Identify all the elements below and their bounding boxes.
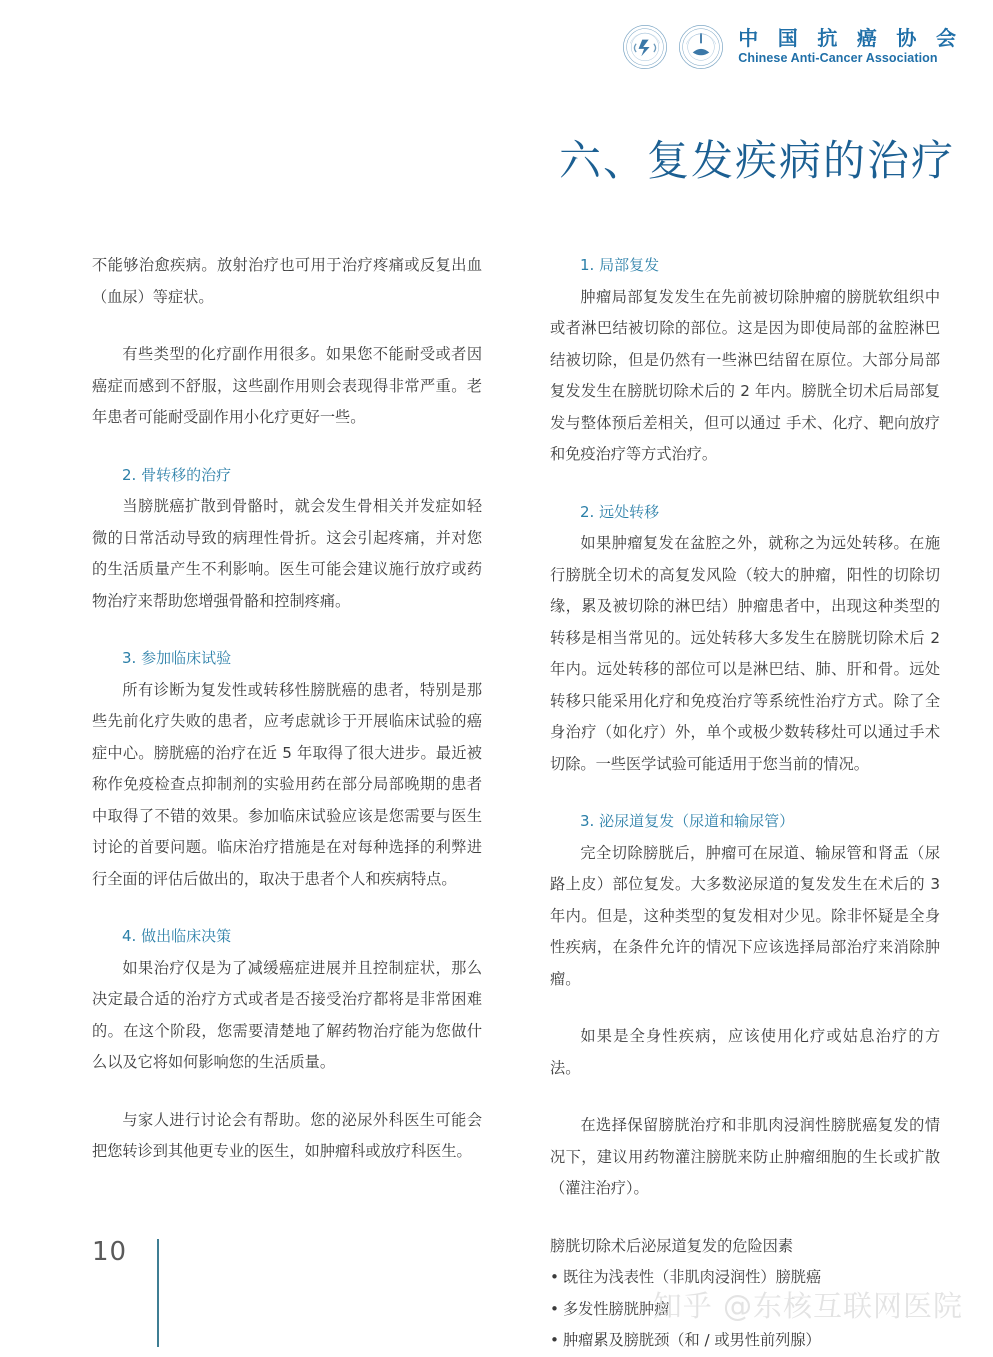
watermark: 知乎 @东核互联网医院 <box>652 1289 963 1323</box>
content-columns <box>92 250 940 1357</box>
section-heading-clinical-trials: 3. 参加临床试验 <box>122 649 232 667</box>
footer-vertical-rule <box>157 1239 159 1347</box>
right-paragraph-instillation-therapy: 在选择保留膀胱治疗和非肌肉浸润性膀胱癌复发的情况下，建议用药物灌注膀胱来防止肿瘤细胞的生长或扩散（灌注治疗）。 <box>550 1116 940 1197</box>
section-body-local-recurrence: 肿瘤局部复发发生在先前被切除肿瘤的膀胱软组织中或者淋巴结被切除的部位。这是因为即使局部的盆腔淋巴结被切除，但是仍然有一些淋巴结留在原位。大部分局部复发发生在膀胱切除术后的 2 年内。膀胱全切术后局部复发与整体预后差相关，但可以通过 手术、化疗、靶向放疗和免疫治疗等方式治疗。 <box>550 287 940 463</box>
section-heading-bone-metastasis: 2. 骨转移的治疗 <box>122 465 232 484</box>
cn-anti-cancer-emblem-1-icon <box>622 24 668 70</box>
section-body-clinical-trials: 所有诊断为复发性或转移性膀胱癌的患者，特别是那些先前化疗失败的患者，应考虑就诊于开展临床试验的癌症中心。膀胱癌的治疗在近 5 年取得了很大进步。最近被称作免疫检查点抑制剂的实验用药在部分局部晚期的患者中取得了不错的效果。参加临床试验应该是您需要与医生讨论的首要问题。临床治疗措施是在对每种选择的利弊进行全面的评估后做出的，取决于患者个人和疾病特点。 <box>92 680 482 888</box>
list-item-label: 多发性膀胱肿瘤 <box>562 1299 670 1318</box>
section-heading-distant-metastasis: 2. 远处转移 <box>580 502 660 521</box>
section-body-urinary-tract-recurrence: 完全切除膀胱后，肿瘤可在尿道、输尿管和肾盂（尿路上皮）部位复发。大多数泌尿道的复发发生在术后的 3 年内。但是，这种类型的复发相对少见。除非怀疑是全身性疾病，在条件允许的情况下应该选择局部治疗来消除肿瘤。 <box>550 843 940 988</box>
bullet-icon: • <box>550 1299 559 1318</box>
section-heading-clinical-decision: 4. 做出临床决策 <box>122 927 232 945</box>
right-column <box>550 250 940 1357</box>
list-item-label: 肿瘤累及膀胱颈（和 / 或男性前列腺） <box>562 1331 821 1349</box>
section-heading-urinary-tract-recurrence: 3. 泌尿道复发（尿道和输尿管） <box>580 812 795 830</box>
bullet-icon: • <box>550 1268 559 1286</box>
section-body-clinical-decision: 如果治疗仅是为了减缓癌症进展并且控制症状，那么决定最合适的治疗方式或者是否接受治疗都将是非常困难的。在这个阶段，您需要清楚地了解药物治疗能为您做什么以及它将如何影响您的生活质量。 <box>92 958 482 1071</box>
section-heading-local-recurrence: 1. 局部复发 <box>580 256 660 274</box>
page-title: 六、复发疾病的治疗 <box>558 136 955 185</box>
bullet-icon: • <box>550 1331 559 1349</box>
section-body-distant-metastasis: 如果肿瘤复发在盆腔之外，就称之为远处转移。在施行膀胱全切术的高复发风险（较大的肿瘤，阳性的切除切缘，累及被切除的淋巴结）肿瘤患者中，出现这种类型的转移是相当常见的。远处转移大多发生在膀胱切除术后 2 年内。远处转移的部位可以是淋巴结、肺、肝和骨。远处转移只能采用化疗和免疫治疗等系统性治疗方式。除了全身治疗（如化疗）外，单个或极少数转移灶可以通过手术切除。一些医学试验可能适用于您当前的情况。 <box>550 534 940 773</box>
risk-factor-list-title: 膀胱切除术后泌尿道复发的危险因素 <box>550 1236 793 1255</box>
left-paragraph-1: 不能够治愈疾病。放射治疗也可用于治疗疼痛或反复出血（血尿）等症状。 <box>92 256 482 306</box>
association-name-en: Chinese Anti-Cancer Association <box>738 51 938 65</box>
left-paragraph-family-discussion: 与家人进行讨论会有帮助。您的泌尿外科医生可能会把您转诊到其他更专业的医生，如肿瘤科或放疗科医生。 <box>92 1110 482 1160</box>
right-paragraph-systemic-disease: 如果是全身性疾病，应该使用化疗或姑息治疗的方法。 <box>550 1027 940 1077</box>
list-item-label: 既往为浅表性（非肌肉浸润性）膀胱癌 <box>562 1268 822 1286</box>
page-header <box>622 24 963 70</box>
association-name-block <box>738 28 963 66</box>
left-column <box>92 250 482 1357</box>
list-item <box>550 1325 940 1357</box>
left-paragraph-2: 有些类型的化疗副作用很多。如果您不能耐受或者因癌症而感到不舒服，这些副作用则会表现得非常严重。老年患者可能耐受副作用小化疗更好一些。 <box>92 345 482 426</box>
page-number: 10 <box>92 1237 128 1267</box>
cn-anti-cancer-emblem-2-icon <box>678 24 724 70</box>
section-body-bone-metastasis: 当膀胱癌扩散到骨骼时，就会发生骨相关并发症如轻微的日常活动导致的病理性骨折。这会引起疼痛，并对您的生活质量产生不利影响。医生可能会建议施行放疗或药物治疗来帮助您增强骨骼和控制疼痛。 <box>92 497 482 610</box>
association-name-cn: 中 国 抗 癌 协 会 <box>738 28 963 50</box>
